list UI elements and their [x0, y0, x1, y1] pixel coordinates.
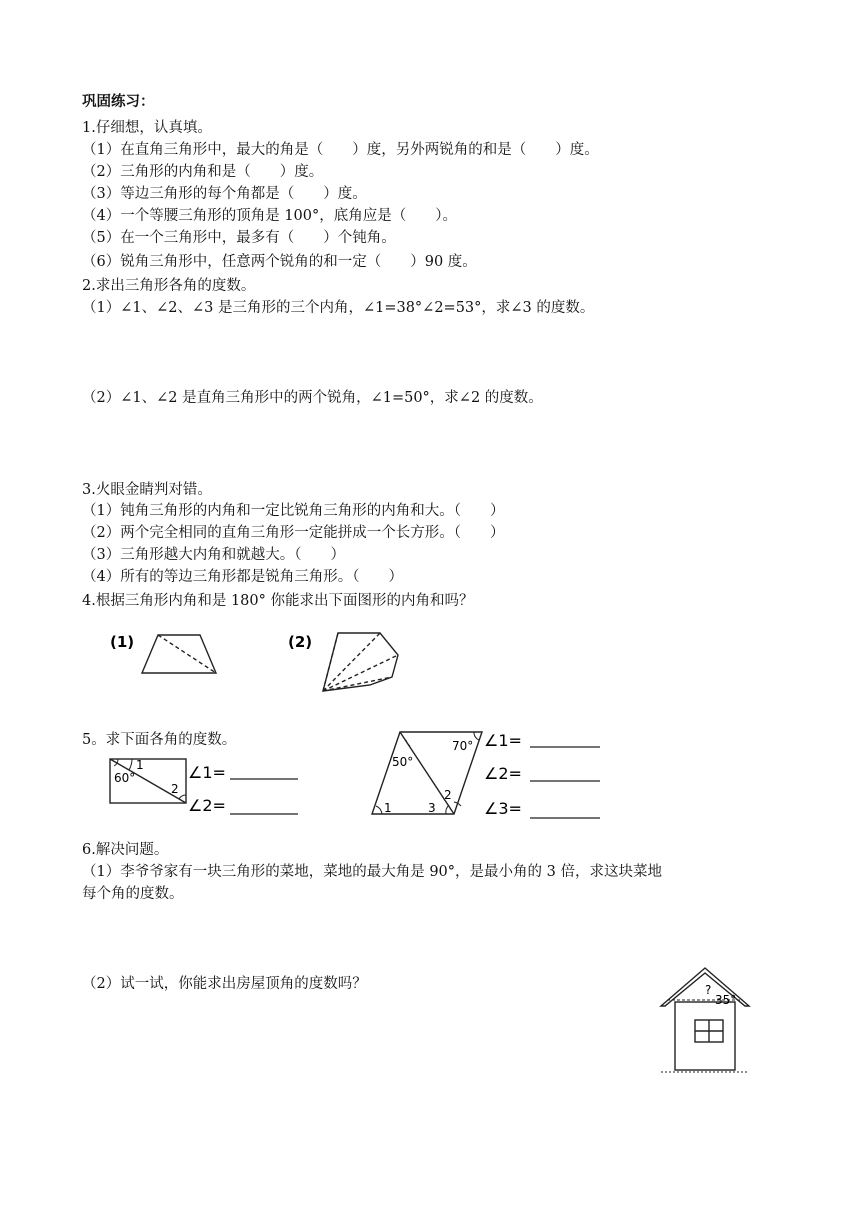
para-answer-2-label: ∠2=: [484, 764, 522, 783]
q1-item-1: （1）在直角三角形中，最大的角是（ ）度，另外两锐角的和是（ ）度。: [82, 142, 599, 158]
para-angle-70: 70°: [452, 739, 474, 753]
q1-item-4: （4）一个等腰三角形的顶角是 100°，底角应是（ ）。: [82, 208, 458, 224]
para-angle-label-1: 1: [384, 801, 392, 815]
rect-answer-2-label: ∠2=: [188, 796, 226, 815]
para-angle-50: 50°: [392, 755, 414, 769]
hexagon-figure: [323, 633, 398, 691]
rect-angle-label-1: 1: [136, 758, 144, 772]
house-figure: [655, 964, 755, 1076]
q1-item-3: （3）等边三角形的每个角都是（ ）度。: [82, 186, 367, 202]
q5-parallelogram-figure: [370, 726, 610, 822]
para-angle-label-2: 2: [444, 788, 452, 802]
q4-fig2-label: (2): [288, 633, 313, 651]
q2-heading: 2.求出三角形各角的度数。: [82, 278, 256, 294]
rect-angle-label-2: 2: [171, 782, 179, 796]
rect-answer-1-label: ∠1=: [188, 763, 226, 782]
q6-item-1: （1）李爷爷家有一块三角形的菜地，菜地的最大角是 90°，是最小角的 3 倍，求这块菜地: [82, 864, 662, 880]
para-angle-label-3: 3: [428, 801, 436, 815]
q1-item-2: （2）三角形的内角和是（ ）度。: [82, 164, 324, 180]
q3-item-3: （3）三角形越大内角和就越大。（ ）: [82, 547, 345, 563]
q5-heading: 5。求下面各角的度数。: [82, 732, 237, 748]
q1-heading: 1.仔细想，认真填。: [82, 120, 212, 136]
rect-angle-60: 60°: [114, 771, 136, 785]
house-angle-35: 35°: [715, 993, 737, 1007]
q3-item-2: （2）两个完全相同的直角三角形一定能拼成一个长方形。（ ）: [82, 525, 505, 541]
q4-fig1-label: (1): [110, 633, 135, 651]
q3-item-4: （4）所有的等边三角形都是锐角三角形。（ ）: [82, 569, 403, 585]
q3-heading: 3.火眼金睛判对错。: [82, 482, 212, 498]
q4-figures: [100, 625, 420, 695]
q6-heading: 6.解决问题。: [82, 842, 169, 858]
q1-item-5: （5）在一个三角形中，最多有（ ）个钝角。: [82, 230, 396, 246]
q2-item-1: （1）∠1、∠2、∠3 是三角形的三个内角，∠1=38°∠2=53°，求∠3 的度数。: [82, 300, 595, 316]
q2-item-2: （2）∠1、∠2 是直角三角形中的两个锐角，∠1=50°，求∠2 的度数。: [82, 390, 543, 406]
house-unknown-angle: ?: [705, 983, 712, 997]
q1-item-6: （6）锐角三角形中，任意两个锐角的和一定（ ）90 度。: [82, 254, 477, 270]
para-answer-1-label: ∠1=: [484, 731, 522, 750]
q5-rectangle-figure: [108, 755, 308, 827]
q4-heading: 4.根据三角形内角和是 180° 你能求出下面图形的内角和吗？: [82, 593, 474, 609]
q6-item-2: （2）试一试，你能求出房屋顶角的度数吗？: [82, 976, 367, 992]
trapezoid-figure: [142, 635, 216, 673]
para-answer-3-label: ∠3=: [484, 799, 522, 818]
q3-item-1: （1）钝角三角形的内角和一定比锐角三角形的内角和大。（ ）: [82, 503, 505, 519]
q6-item-1-continued: 每个角的度数。: [82, 886, 184, 902]
page-title: 巩固练习：: [82, 94, 155, 110]
